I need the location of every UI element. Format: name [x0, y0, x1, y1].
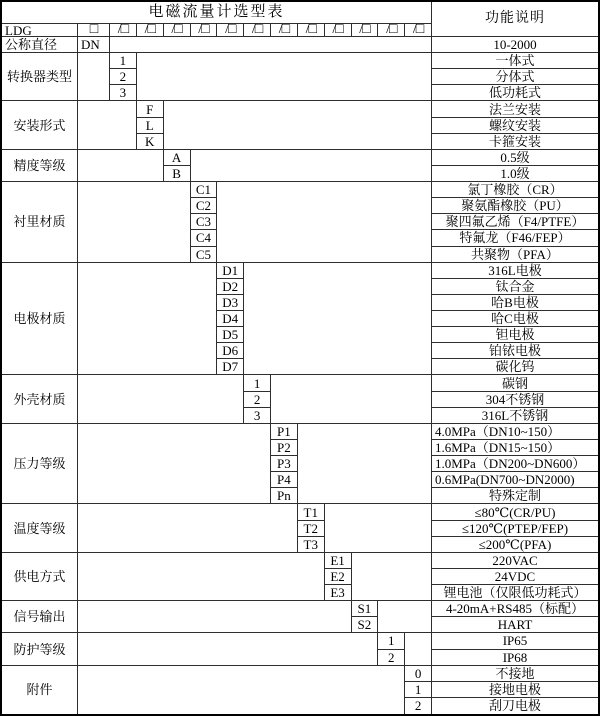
code-cell: 0	[405, 666, 432, 682]
model-slot-cell: /□	[164, 24, 191, 37]
description-cell: 螺纹安装	[432, 118, 598, 134]
code-cell: D6	[217, 343, 244, 359]
section-label: 信号输出	[2, 601, 78, 633]
code-cell: Pn	[271, 488, 298, 504]
spacer-cell	[217, 182, 432, 263]
code-cell: T2	[298, 521, 325, 537]
code-cell: P1	[271, 424, 298, 440]
code-cell: 1	[244, 375, 271, 391]
description-cell: 法兰安装	[432, 101, 598, 117]
code-cell: 3	[244, 408, 271, 424]
spacer-cell	[137, 53, 432, 101]
model-slot-cell: /□	[298, 24, 325, 37]
description-cell: 不接地	[432, 666, 598, 682]
model-slot-cell: /□	[405, 24, 432, 37]
spacer-cell	[78, 101, 137, 149]
section-label: 温度等级	[2, 504, 78, 552]
section-label: 压力等级	[2, 424, 78, 505]
description-cell: 4.0MPa（DN10~150）	[432, 424, 598, 440]
code-cell: C5	[191, 247, 218, 263]
description-cell: 铂铱电极	[432, 343, 598, 359]
code-cell: L	[137, 118, 164, 134]
table-title: 电磁流量计选型表	[2, 2, 432, 24]
description-cell: 碳化钨	[432, 359, 598, 375]
code-cell: 1	[378, 633, 405, 649]
model-slot-cell: /□	[244, 24, 271, 37]
description-cell: 哈B电极	[432, 295, 598, 311]
code-cell: D1	[217, 263, 244, 279]
code-cell: P4	[271, 472, 298, 488]
description-cell: 4-20mA+RS485（标配）	[432, 601, 598, 617]
description-cell: 刮刀电极	[488, 698, 541, 714]
code-cell: S2	[352, 617, 379, 633]
section-label: 电极材质	[2, 263, 78, 376]
description-cell: ≤80℃(CR/PU)	[432, 504, 598, 520]
description-cell: 钽电极	[432, 327, 598, 343]
code-cell: 2	[244, 392, 271, 408]
description-cell: 特氟龙（F46/FEP）	[432, 230, 598, 246]
code-cell: F	[137, 101, 164, 117]
description-cell: 卡箍安装	[432, 134, 598, 150]
description-cell: 0.5级	[432, 150, 598, 166]
section-label: 转换器类型	[2, 53, 78, 101]
model-slot-cell: /□	[191, 24, 218, 37]
code-cell: 3	[110, 85, 137, 101]
description-cell: 220VAC	[432, 553, 598, 569]
description-cell: ≤120℃(PTEP/FEP)	[432, 521, 598, 537]
description-cell: 哈C电极	[432, 311, 598, 327]
code-cell: A	[164, 150, 191, 166]
spacer-cell	[378, 601, 432, 633]
spacer-cell	[78, 601, 352, 633]
code-cell: C4	[191, 230, 218, 246]
spacer-cell	[244, 263, 432, 376]
section-label: 外壳材质	[2, 375, 78, 423]
spacer-cell	[325, 504, 432, 552]
section-label: 安装形式	[2, 101, 78, 149]
code-cell: S1	[352, 601, 379, 617]
description-cell: 316L电极	[432, 263, 598, 279]
description-cell: 分体式	[432, 69, 598, 85]
code-cell: T1	[298, 504, 325, 520]
description-cell: IP65	[432, 633, 598, 649]
description-cell: 低功耗式	[432, 85, 598, 101]
model-slot-cell: /□	[271, 24, 298, 37]
spacer-cell	[78, 263, 217, 376]
description-cell: 1.6MPa（DN15~150）	[432, 440, 598, 456]
model-slot-cell: /□	[352, 24, 379, 37]
spacer-cell	[78, 553, 325, 601]
section-label: 公称直径	[2, 37, 78, 53]
description-cell: 碳钢	[432, 375, 598, 391]
section-label: 精度等级	[2, 150, 78, 182]
code-cell: C2	[191, 198, 218, 214]
description-cell: HART	[432, 617, 598, 633]
code-cell: E3	[325, 585, 352, 601]
spacer-cell	[271, 375, 432, 423]
description-cell: 聚氨酯橡胶（PU）	[432, 198, 598, 214]
description-cell: 0.6MPa(DN700~DN2000)	[432, 472, 598, 488]
code-cell: E2	[325, 569, 352, 585]
code-cell: DN	[78, 37, 110, 53]
description-cell: 304不锈钢	[432, 392, 598, 408]
spacer-cell	[191, 150, 433, 182]
description-cell: 锂电池（仅限低功耗式）	[432, 585, 598, 601]
description-cell: ≤200℃(PFA)	[432, 537, 598, 553]
code-cell: D3	[217, 295, 244, 311]
description-cell: 10-2000	[432, 37, 598, 53]
spacer-cell	[78, 633, 378, 665]
code-cell: 1	[405, 682, 432, 698]
code-cell: D5	[217, 327, 244, 343]
description-cell: 共聚物（PFA）	[432, 247, 598, 263]
description-cell: 1.0MPa（DN200~DN600）	[432, 456, 598, 472]
spacer-cell	[405, 633, 432, 665]
model-slot-cell: /□	[110, 24, 137, 37]
spacer-cell	[352, 553, 433, 601]
model-box-cell: □	[78, 24, 110, 37]
code-cell: K	[137, 134, 164, 150]
section-label: 附件	[2, 666, 78, 714]
section-label: 衬里材质	[2, 182, 78, 263]
code-cell: D7	[217, 359, 244, 375]
function-column-header: 功能说明	[432, 2, 598, 37]
description-cell: 聚四氟乙烯（F4/PTFE）	[432, 214, 598, 230]
spacer-cell	[78, 424, 271, 505]
code-cell: 2	[405, 698, 432, 714]
spacer-cell	[164, 101, 432, 149]
spacer-cell	[78, 182, 191, 263]
model-slot-cell: /□	[217, 24, 244, 37]
code-cell: 1	[110, 53, 137, 69]
spacer-cell	[78, 150, 164, 182]
description-cell: 一体式	[432, 53, 598, 69]
spacer-cell	[298, 424, 432, 505]
spacer-cell	[78, 375, 244, 423]
description-cell: 1.0级	[432, 166, 598, 182]
code-cell: B	[164, 166, 191, 182]
code-cell: 2	[110, 69, 137, 85]
code-cell: P3	[271, 456, 298, 472]
model-slot-cell: /□	[325, 24, 352, 37]
description-cell: 氯丁橡胶（CR）	[432, 182, 598, 198]
section-label: 供电方式	[2, 553, 78, 601]
description-cell: 316L不锈钢	[432, 408, 598, 424]
spacer-cell	[78, 666, 405, 714]
code-cell: T3	[298, 537, 325, 553]
code-cell: D4	[217, 311, 244, 327]
code-cell: D2	[217, 279, 244, 295]
description-cell: 24VDC	[432, 569, 598, 585]
description-cell: IP68	[432, 650, 598, 666]
model-slot-cell: /□	[137, 24, 164, 37]
spacer-cell	[110, 37, 432, 53]
code-cell: E1	[325, 553, 352, 569]
section-label: 防护等级	[2, 633, 78, 665]
spacer-cell	[78, 53, 110, 101]
code-cell: P2	[271, 440, 298, 456]
spacer-cell	[78, 504, 298, 552]
code-cell: C3	[191, 214, 218, 230]
description-cell: 特殊定制	[432, 488, 598, 504]
code-cell: C1	[191, 182, 218, 198]
model-slot-cell: /□	[378, 24, 405, 37]
model-prefix-label: LDG	[2, 24, 78, 37]
description-cell: 钛合金	[432, 279, 598, 295]
code-cell: 2	[378, 650, 405, 666]
description-cell: 接地电极	[432, 682, 598, 698]
